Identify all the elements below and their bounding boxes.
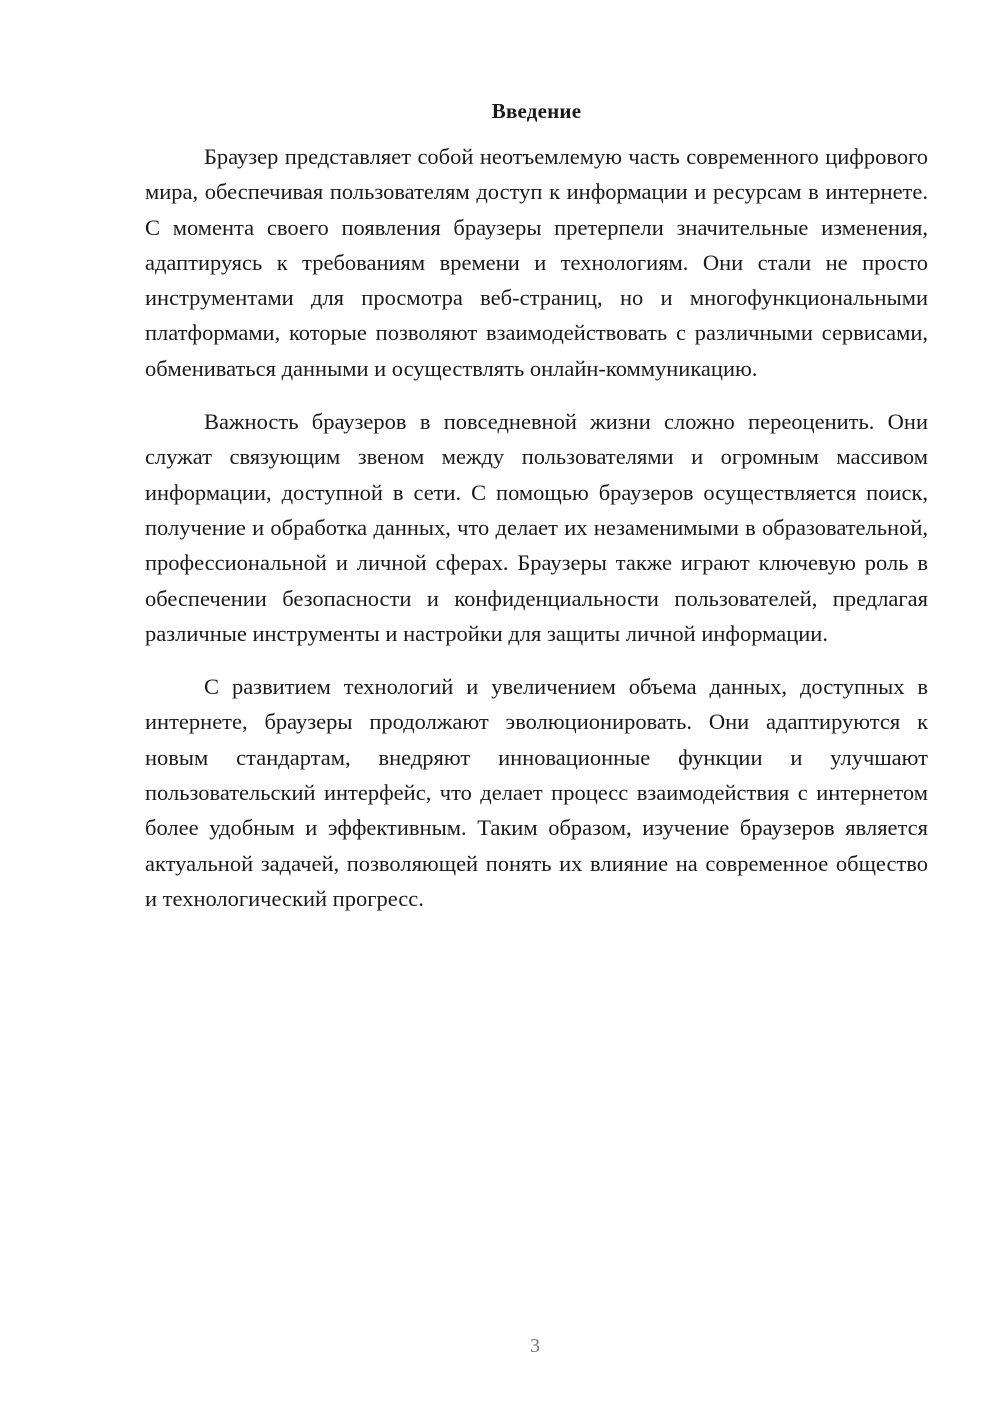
paragraph-1: Браузер представляет собой неотъемлемую часть современного цифрового мира, обеспечивая пользователям доступ к информации и ресурсам в интернете. С момента своего появления браузеры претерпели значительные изменения, адаптируясь к требованиям времени и технологиям. Они стали не просто инструментами для просмотра веб-страниц, но и многофункциональными платформами, которые позволяют взаимодействовать с различными сервисами, обмениваться данными и осуществлять онлайн-коммуникацию. bbox=[145, 144, 928, 381]
section-heading: Введение bbox=[491, 99, 582, 123]
page-content bbox=[145, 95, 928, 916]
page-number: 3 bbox=[530, 1335, 540, 1357]
paragraph-2: Важность браузеров в повседневной жизни сложно переоценить. Они служат связующим звеном между пользователями и огромным массивом информации, доступной в сети. С помощью браузеров осуществляется поиск, получение и обработка данных, что делает их незаменимыми в образовательной, профессиональной и личной сферах. Браузеры также играют ключевую роль в обеспечении безопасности и конфиденциальности пользователей, предлагая различные инструменты и настройки для защиты личной информации. bbox=[145, 409, 928, 646]
paragraph-3: С развитием технологий и увеличением объема данных, доступных в интернете, браузеры продолжают эволюционировать. Они адаптируются к новым стандартам, внедряют инновационные функции и улучшают пользовательский интерфейс, что делает процесс взаимодействия с интернетом более удобным и эффективным. Таким образом, изучение браузеров является актуальной задачей, позволяющей понять их влияние на современное общество и технологический прогресс. bbox=[145, 674, 928, 911]
